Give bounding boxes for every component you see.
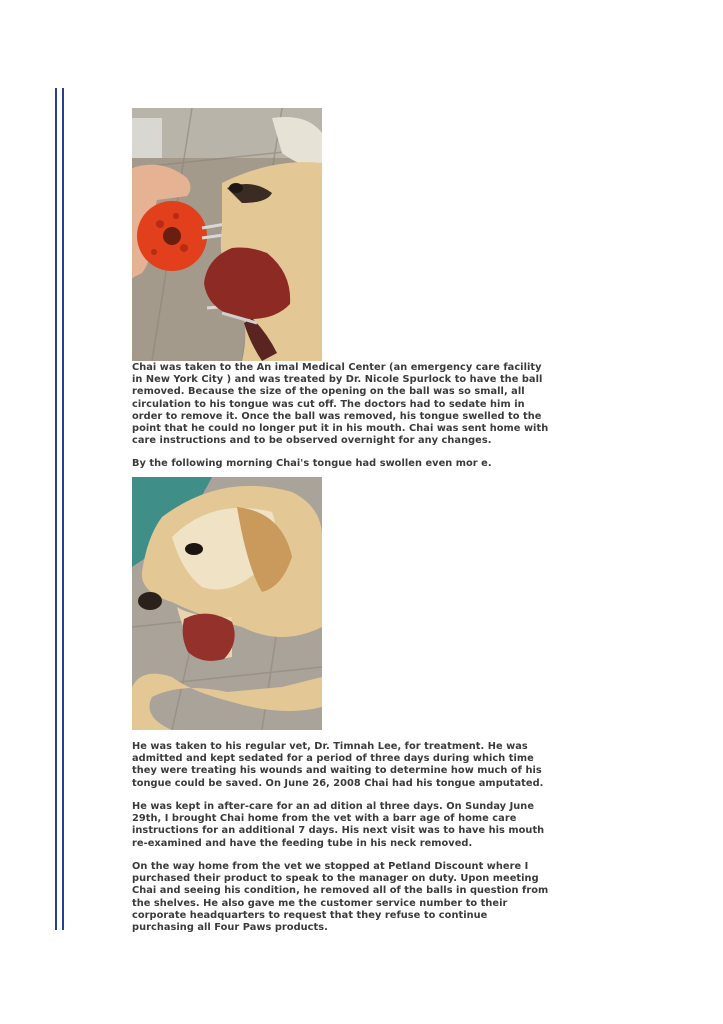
paragraph-regular-vet: He was taken to his regular vet, Dr. Timnah Lee, for treatment. He was admitted and kept sedated for a period of three days during which time they were treating his wounds and waiting to determine how much of his tongue could be saved. On June 26, 2008 Chai had his tongue amputated. (132, 741, 544, 789)
paragraph-animal-medical-center: Chai was taken to the An imal Medical Center (an emergency care facility in New York City ) and was treated by Dr. Nicole Spurlock to have the ball removed. Because the size of the opening on the ball was so small, all circulation to his tongue was cut off. The doctors had to sedate him in order to remove it. Once the ball was removed, his tongue swelled to the point that he could no longer put it in his mouth. Chai was sent home with care instructions and to be observed overnight for any changes. (132, 362, 549, 447)
paragraph-after-care: He was kept in after-care for an ad dition al three days. On Sunday June 29th, I brought Chai home from the vet with a barr age of home care instructions for an additional 7 days. His next visit was to have his mouth re-examined and have the feeding tube in his neck removed. (132, 801, 545, 849)
photo-dog-with-ball (132, 108, 322, 361)
margin-rule-left (55, 88, 57, 930)
paragraph-following-morning: By the following morning Chai's tongue had swollen even mor e. (132, 458, 492, 469)
photo-dog-swollen-tongue (132, 477, 322, 730)
margin-rule-right (62, 88, 64, 930)
paragraph-petland-discount: On the way home from the vet we stopped at Petland Discount where I purchased their product to speak to the manager on duty. Upon meeting Chai and seeing his condition, he removed all of the balls in question from the shelves. He also gave me the customer service number to their corporate headquarters to request that they refuse to continue purchasing all Four Paws products. (132, 861, 549, 934)
